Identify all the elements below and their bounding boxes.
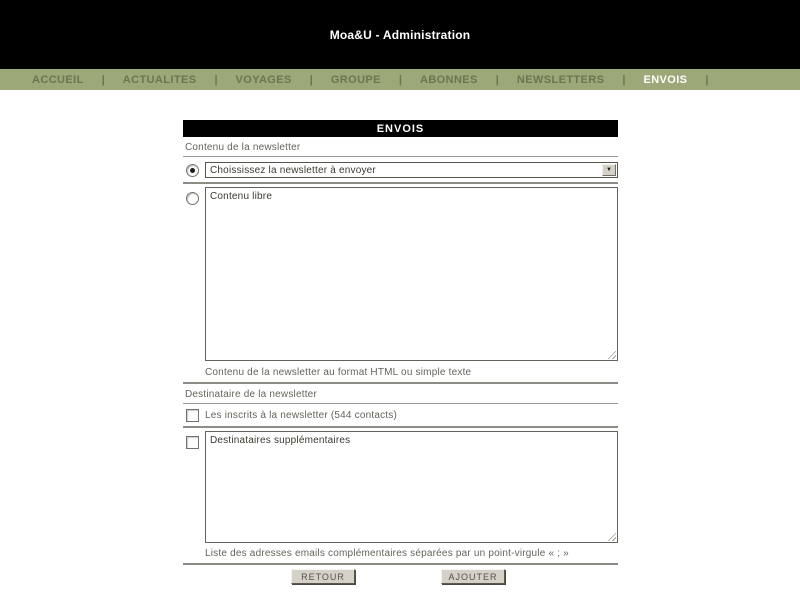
nav-separator: | bbox=[495, 73, 499, 86]
main-nav bbox=[0, 69, 800, 90]
recipient-section-label: Destinataire de la newsletter bbox=[185, 389, 317, 400]
subscribers-checkbox[interactable] bbox=[186, 409, 199, 422]
nav-item-abonnes[interactable]: ABONNES bbox=[419, 73, 478, 86]
existing-newsletter-radio[interactable] bbox=[186, 164, 199, 177]
extra-recipients-textarea-wrap bbox=[205, 431, 618, 543]
nav-item-groupe[interactable]: GROUPE bbox=[330, 73, 381, 86]
nav-item-newsletters[interactable]: NEWSLETTERS bbox=[516, 73, 605, 86]
app-header bbox=[0, 0, 800, 69]
subscribers-row bbox=[183, 409, 618, 422]
nav-separator: | bbox=[101, 73, 105, 86]
select-dropdown-button[interactable] bbox=[602, 164, 616, 176]
divider bbox=[183, 156, 618, 157]
envois-form bbox=[183, 120, 618, 586]
newsletter-select-value: Choississez la newsletter à envoyer bbox=[210, 164, 376, 176]
app-title: Moa&U - Administration bbox=[329, 27, 471, 42]
nav-separator: | bbox=[214, 73, 218, 86]
divider bbox=[183, 563, 618, 565]
nav-item-actualites[interactable]: ACTUALITES bbox=[122, 73, 197, 86]
nav-separator: | bbox=[309, 73, 313, 86]
recipient-help-text: Liste des adresses emails complémentaires séparées par un point-virgule « ; » bbox=[205, 548, 569, 559]
retour-button[interactable]: RETOUR bbox=[291, 569, 355, 584]
free-content-textarea-wrap bbox=[205, 187, 618, 361]
newsletter-select-row bbox=[183, 162, 618, 178]
newsletter-select[interactable] bbox=[205, 162, 618, 178]
nav-separator: | bbox=[398, 73, 402, 86]
chevron-down-icon: ▼ bbox=[606, 167, 612, 173]
nav-separator: | bbox=[705, 73, 709, 86]
content-help-text: Contenu de la newsletter au format HTML ou simple texte bbox=[205, 367, 472, 378]
divider bbox=[183, 182, 618, 184]
subscribers-checkbox-label: Les inscrits à la newsletter (544 contacts) bbox=[205, 410, 398, 421]
nav-separator: | bbox=[622, 73, 626, 86]
checkbox-column bbox=[183, 431, 205, 449]
free-content-radio[interactable] bbox=[186, 192, 199, 205]
divider bbox=[183, 426, 618, 428]
content-section-label: Contenu de la newsletter bbox=[185, 142, 301, 153]
extra-recipients-checkbox[interactable] bbox=[186, 436, 199, 449]
button-row bbox=[183, 568, 618, 586]
form-title: ENVOIS bbox=[376, 122, 425, 135]
checkbox-column bbox=[183, 409, 205, 422]
form-title-bar bbox=[183, 120, 618, 137]
nav-item-envois[interactable]: ENVOIS bbox=[643, 73, 688, 86]
free-content-row bbox=[183, 187, 618, 361]
divider bbox=[183, 382, 618, 384]
radio-column bbox=[183, 187, 205, 205]
ajouter-button[interactable]: AJOUTER bbox=[441, 569, 505, 584]
nav-item-accueil[interactable]: ACCUEIL bbox=[32, 73, 84, 86]
divider bbox=[183, 403, 618, 404]
radio-column bbox=[183, 164, 205, 177]
extra-recipients-textarea[interactable] bbox=[205, 431, 618, 543]
free-content-textarea[interactable] bbox=[205, 187, 618, 361]
extra-recipients-row bbox=[183, 431, 618, 543]
nav-item-voyages[interactable]: VOYAGES bbox=[235, 73, 292, 86]
